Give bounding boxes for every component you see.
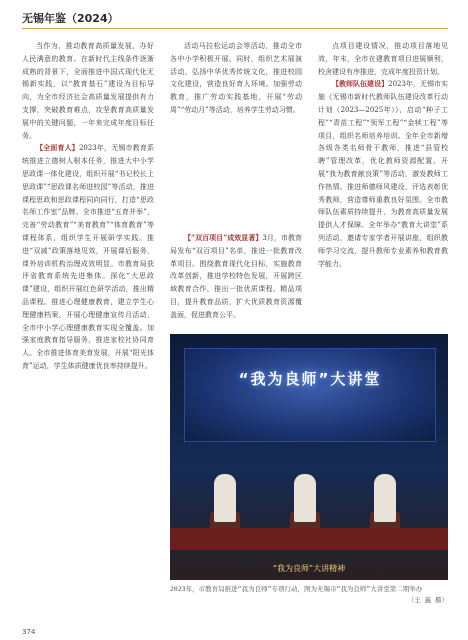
page-header-title: 无锡年鉴（2024） [22, 12, 119, 25]
speaker-figure [374, 474, 396, 522]
photo-caption [170, 584, 448, 606]
column-2-top [170, 40, 302, 220]
section-heading-double-hundred: 【“双百项目”成效显著】 [184, 233, 263, 242]
stage-speakers [200, 452, 420, 532]
section-body-1: 2023年，无锡市教育系统推进立德树人根本任务，推进大中小学思政课一体化建设，组织开展“书记校长上思政课”“思政课名师进校园”等活动，推进课程思政和思政课程同向同行，打造“思政名师工作室”品牌。全市推进“五育并举”，完善“劳动教育”“美育教育”“体育教育”等课程体系，组织学生开展研学实践。推进“双减”政策落地见效，开展课后服务，课外培训机构治理成效明显。市教育局获评省教育系统先进集体。深化“大思政课”建设，组织开展红色研学活动，推出精品课程。推进心理健康教育，建立学生心理健康档案，开展心理健康宣传月活动，全市中小学心理健康教育实现全覆盖。加强家庭教育指导服务，推进家校社协同育人。全市推进体育美育发展，开展“阳光体育”运动，学生体质健康优良率持续提升。 [22, 144, 154, 370]
photo-caption-text: 2023年，市教育局推进“我为良师”专项行动，图为无锡市“我为良师”大讲堂第二期举办 [170, 585, 423, 593]
section-body-2: 3月，市教育局发布“双百项目”名单，推进一批教育改革项目。围绕教育现代化目标，实施教育改革创新，推进学校特色发展，开展跨区域教育合作，推出一批优质课程、精品项目，提升教育品质，扩大优质教育资源覆盖面，促进教育公平。 [170, 234, 302, 319]
column2-paragraph-1: 活动马拉松运动会等活动，推动全市各中小学积极开展。同时，组织艺术展演活动，弘扬中华优秀传统文化，推进校园文化建设，营造良好育人环境。加强劳动教育，推广劳动实践基地，开展“劳动周”“劳动月”等活动，培养学生劳动习惯。 [170, 42, 302, 114]
section-heading-teacher-team: 【教师队伍建设】 [332, 79, 389, 89]
stage-floor [170, 528, 448, 550]
intro-paragraph: 当作为，推动教育高质量发展，办好人民满意的教育。在新时代主线条件逐渐成熟的背景下，全面推进中国式现代化无锡新实践，以“教育基石”建设为目标导向，为全市经济社会高质量发展提供有力支撑，突破教育难点，攻坚教育高质量发展中的关键问题，一年来完成年度目标任务。 [22, 42, 154, 140]
column-2-middle [170, 232, 302, 327]
column-3 [318, 40, 448, 330]
section-body-3: 2023年，无锡市实施《无锡市新时代教师队伍建设改革行动计划（2023—2025年）》，启动“种子工程”“青苗工程”“领军工程”“金犊工程”等项目，组织名师培养培训。全年全市新增各级各类名师骨干教师，推进“县管校聘”管理改革，优化教师资源配置。开展“我为教育献良策”等活动，激发教师工作热情。推进师德师风建设，评选表彰优秀教师，营造尊师重教良好氛围。全市教师队伍素质持续提升，为教育高质量发展提供人才保障。全年举办“教育大讲堂”系列活动，邀请专家学者开展讲座，组织教师学习交流，提升教师专业素养和教育教学能力。 [318, 80, 448, 268]
speaker-figure [294, 474, 316, 522]
header-rule [22, 28, 448, 29]
section-paragraph-2 [170, 232, 302, 322]
stage-screen [184, 348, 436, 442]
column-1 [22, 40, 154, 600]
stage-banner-text: “我为良师”大讲堂 [238, 370, 382, 388]
speaker-figure [214, 474, 236, 522]
stage-lower-banner: “我为良师”大讲精神 [272, 564, 346, 573]
page-number: 374 [22, 628, 36, 636]
section-paragraph-1 [22, 142, 154, 372]
section-paragraph-3 [318, 78, 448, 270]
event-photo [170, 334, 448, 580]
column3-paragraph-1: 点项目建设情况，推动项目落地见效，年末，全市在建教育项目进展顺利，校舍建设有序推进，完成年度投资计划。 [318, 42, 448, 76]
photo-credit: （王 鑫 摄） [407, 596, 448, 604]
section-heading-comprehensive-education: 【全面育人】 [36, 143, 79, 153]
